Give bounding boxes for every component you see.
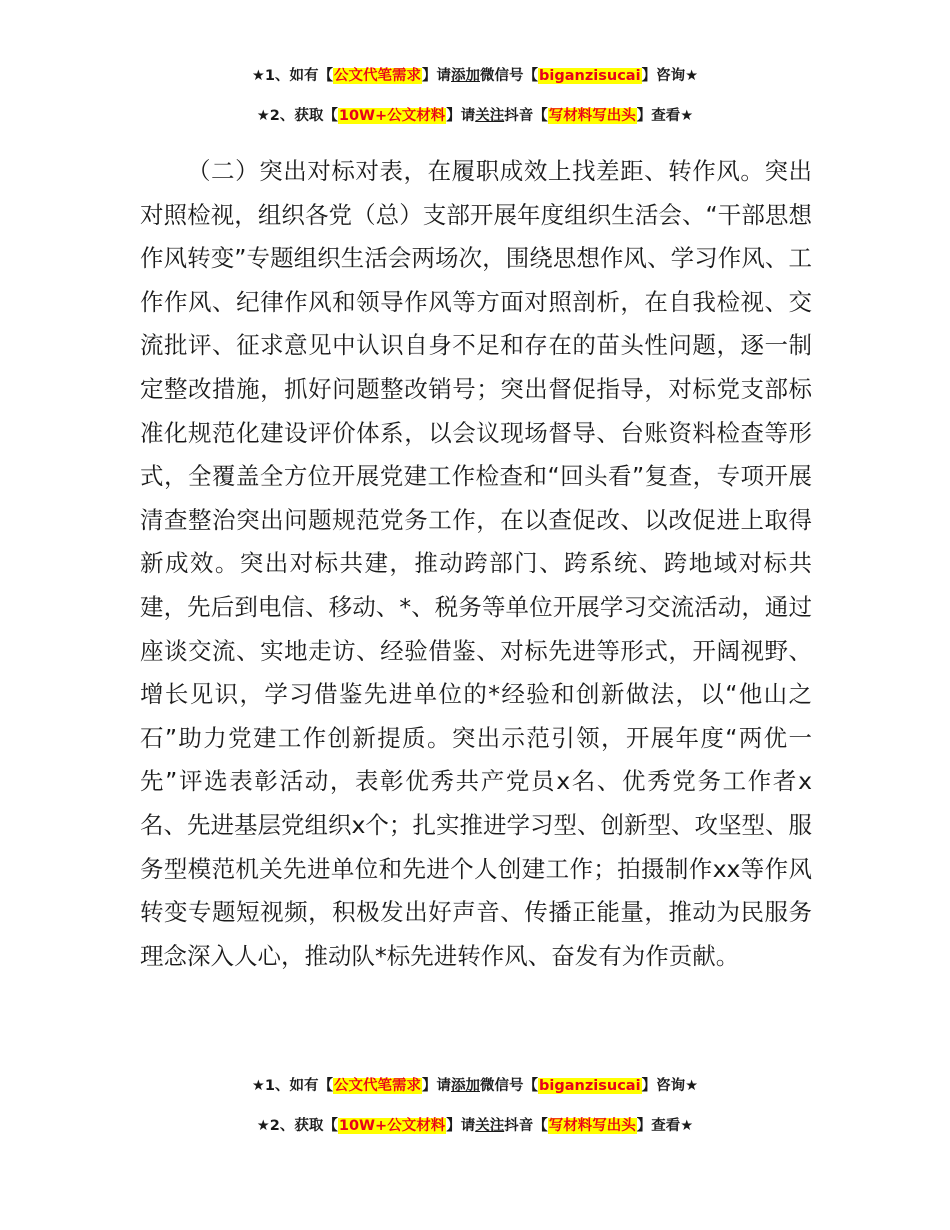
- banner-prefix: ★2、获取【: [256, 108, 338, 124]
- banner-text: 抖音【: [504, 1118, 548, 1134]
- banner-highlight-wechat-id: biganzisucai: [539, 68, 641, 84]
- document-body-paragraph: （二）突出对标对表，在履职成效上找差距、转作风。突出对照检视，组织各党（总）支部开展年度组织生活会、“干部思想作风转变”专题组织生活会两场次，围绕思想作风、学习作风、工作作风、纪律作风和领导作风等方面对照剖析，在自我检视、交流批评、征求意见中认识自身不足和存在的苗头性问题，逐一制定整改措施，抓好问题整改销号；突出督促指导，对标党支部标准化规范化建设评价体系，以会议现场督导、台账资料检查等形式，全覆盖全方位开展党建工作检查和“回头看”复查，专项开展清查整治突出问题规范党务工作，在以查促改、以改促进上取得新成效。突出对标共建，推动跨部门、跨系统、跨地域对标共建，先后到电信、移动、*、税务等单位开展学习交流活动，通过座谈交流、实地走访、经验借鉴、对标先进等形式，开阔视野、增长见识，学习借鉴先进单位的*经验和创新做法，以“他山之石”助力党建工作创新提质。突出示范引领，开展年度“两优一先”评选表彰活动，表彰优秀共产党员x名、优秀党务工作者x名、先进基层党组织x个；扎实推进学习型、创新型、攻坚型、服务型模范机关先进单位和先进个人创建工作；拍摄制作xx等作风转变专题短视频，积极发出好声音、传播正能量，推动为民服务理念深入人心，推动队*标先进转作风、奋发有为作贡献。: [140, 157, 812, 970]
- banner-text: 微信号【: [480, 1078, 539, 1094]
- banner-suffix: 】查看★: [636, 1118, 694, 1134]
- banner-highlight-materials: 10W+公文材料: [338, 108, 446, 124]
- banner-highlight-service: 公文代笔需求: [334, 1078, 422, 1094]
- promo-banner-bottom-line2: [0, 1116, 950, 1136]
- banner-highlight-wechat-id: biganzisucai: [539, 1078, 641, 1094]
- banner-text: 】请: [446, 1118, 476, 1134]
- promo-banner-top-line1: [0, 66, 950, 86]
- banner-text: 抖音【: [504, 108, 548, 124]
- banner-underlined-text: 添加: [451, 68, 481, 84]
- banner-prefix: ★1、如有【: [251, 68, 334, 84]
- banner-text: 】请: [422, 68, 452, 84]
- banner-suffix: 】咨询★: [641, 1078, 699, 1094]
- banner-suffix: 】查看★: [636, 108, 694, 124]
- banner-highlight-service: 公文代笔需求: [334, 68, 422, 84]
- banner-prefix: ★2、获取【: [256, 1118, 338, 1134]
- banner-text: 】请: [422, 1078, 452, 1094]
- banner-suffix: 】咨询★: [641, 68, 699, 84]
- banner-underlined-text: 关注: [475, 1118, 505, 1134]
- banner-underlined-text: 添加: [451, 1078, 481, 1094]
- banner-text: 微信号【: [480, 68, 539, 84]
- banner-underlined-text: 关注: [475, 108, 505, 124]
- banner-text: 】请: [446, 108, 476, 124]
- banner-highlight-douyin-account: 写材料写出头: [548, 108, 636, 124]
- banner-prefix: ★1、如有【: [251, 1078, 334, 1094]
- banner-highlight-douyin-account: 写材料写出头: [548, 1118, 636, 1134]
- promo-banner-top-line2: [0, 106, 950, 126]
- promo-banner-bottom-line1: [0, 1076, 950, 1096]
- banner-highlight-materials: 10W+公文材料: [338, 1118, 446, 1134]
